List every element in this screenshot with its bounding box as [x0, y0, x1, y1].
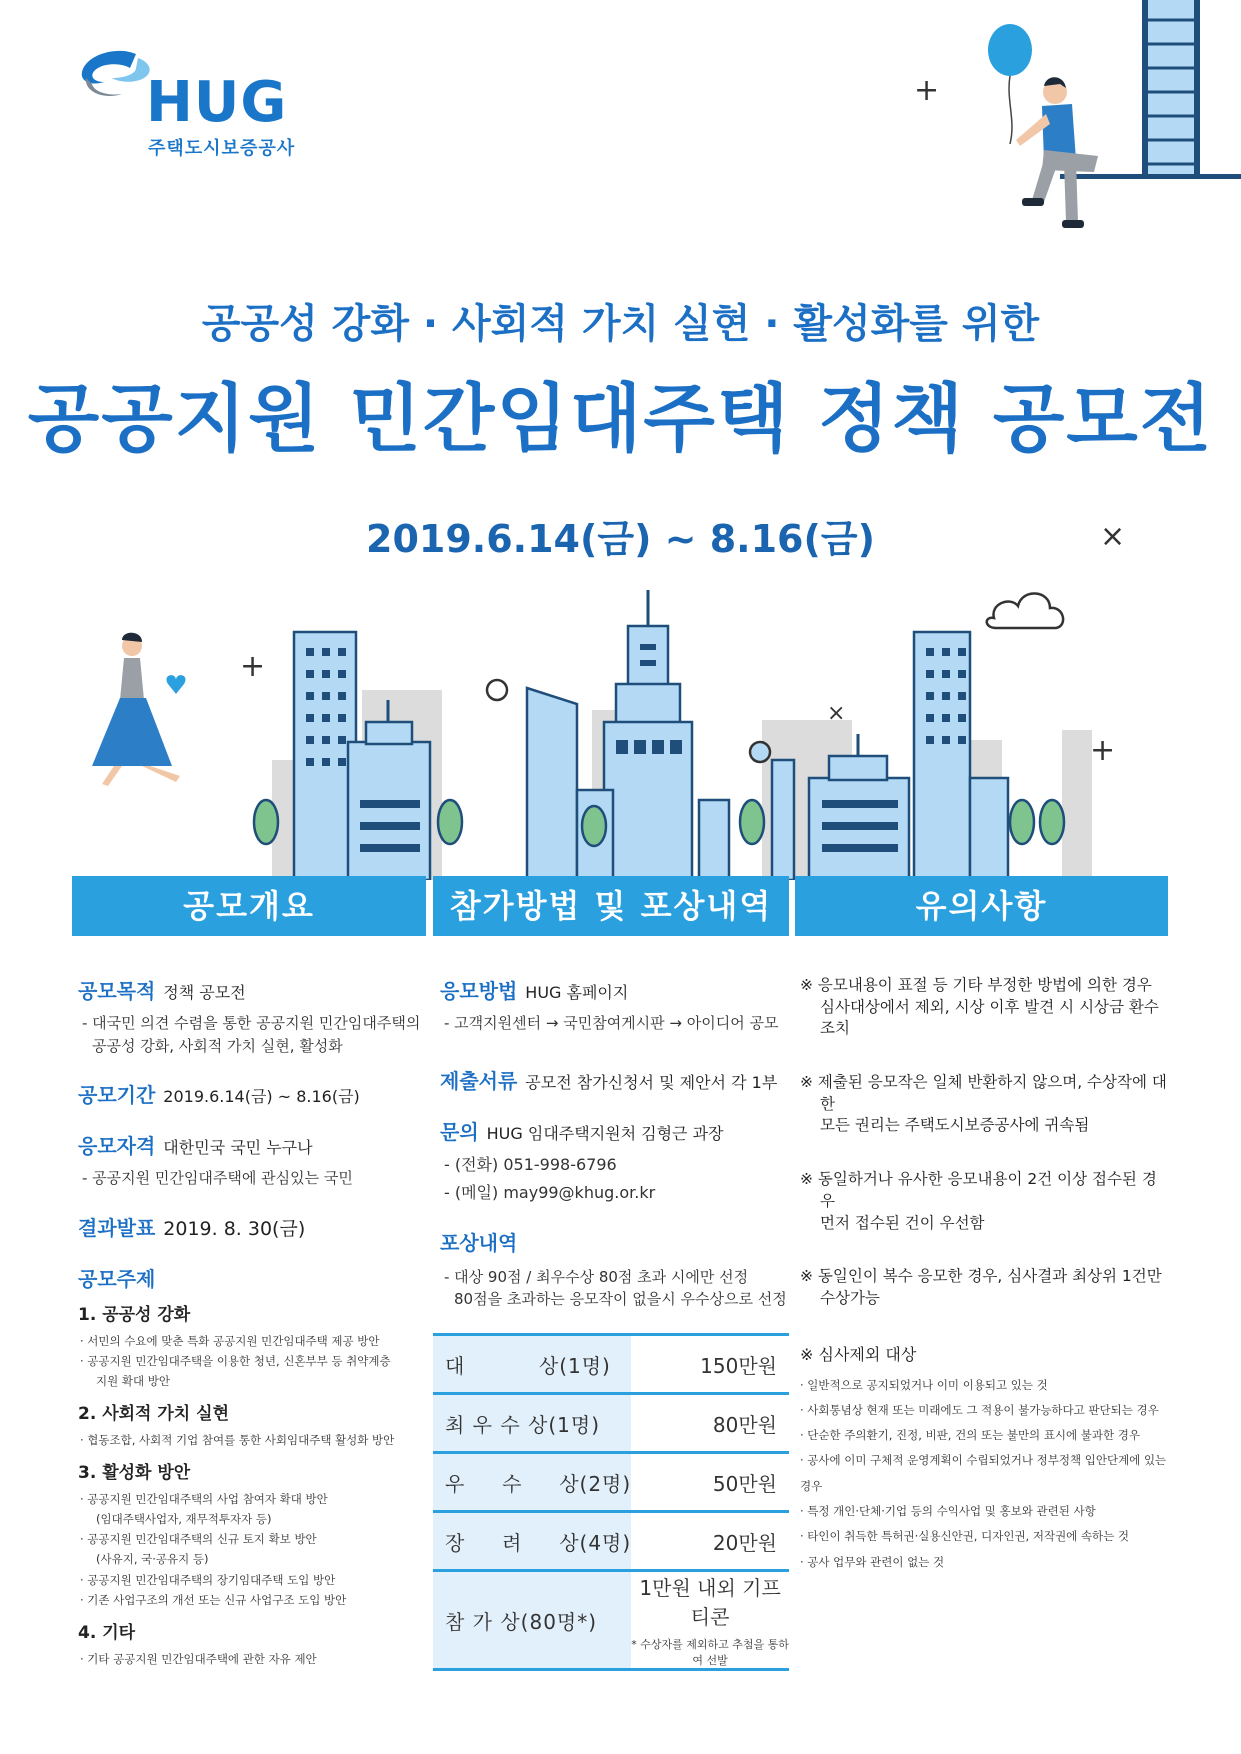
- cross-deco-icon: ×: [1100, 519, 1126, 554]
- balloon-man-illustration: [960, 0, 1241, 240]
- notes-column: [800, 975, 1170, 1575]
- docs-label: 제출서류: [440, 1068, 518, 1093]
- note-item: [800, 1072, 1170, 1137]
- purpose-desc-2: 공공성 강화, 사회적 가치 실현, 활성화: [92, 1036, 343, 1055]
- topic-list: [78, 1300, 428, 1669]
- exclusion-item: · 단순한 주의환기, 진정, 비판, 건의 또는 불만의 표시에 불과한 경우: [800, 1428, 1141, 1443]
- topic-item-line: · 공공지원 민간임대주택의 신규 토지 확보 방안: [80, 1532, 317, 1547]
- plus-deco-icon: +: [914, 73, 940, 108]
- prize-amount-value: 80만원: [712, 1412, 777, 1437]
- poster-title: 공공지원 민간임대주택 정책 공모전: [27, 376, 1214, 462]
- result-block: [78, 1212, 428, 1241]
- prize-row: [433, 1512, 789, 1571]
- contact-phone: - (전화) 051-998-6796: [444, 1154, 617, 1174]
- topic-item-line: · 공공지원 민간임대주택을 이용한 청년, 신혼부부 등 취약계층: [80, 1353, 391, 1368]
- logo-subtitle: 주택도시보증공사: [148, 138, 296, 159]
- apply-label: 응모방법: [440, 979, 518, 1003]
- apply-block: [440, 975, 790, 1035]
- note-line: 모든 권리는 주택도시보증공사에 귀속됨: [820, 1116, 1090, 1135]
- prize-grade: 대 상(1명): [433, 1335, 631, 1394]
- topic-item-line: · 기타 공공지원 민간임대주택에 관한 자유 제안: [80, 1651, 317, 1666]
- topic-item-line: · 공공지원 민간임대주택의 장기임대주택 도입 방안: [80, 1572, 336, 1587]
- note-line: 수상가능: [820, 1288, 880, 1307]
- poster-subtitle: 공공성 강화 · 사회적 가치 실현 · 활성화를 위한: [201, 301, 1040, 347]
- exclusion-item: · 일반적으로 공지되었거나 이미 이용되고 있는 것: [800, 1377, 1048, 1392]
- exclusion-item: · 사회통념상 현재 또는 미래에도 그 적용이 불가능하다고 판단되는 경우: [800, 1402, 1159, 1417]
- topic-item-line: · 서민의 수요에 맞춘 특화 공공지원 민간임대주택 제공 방안: [80, 1333, 380, 1348]
- section-header-overview: 공모개요: [72, 876, 426, 936]
- hug-logo: [78, 48, 318, 158]
- note-line: 먼저 접수된 건이 우선함: [820, 1213, 985, 1232]
- prize-amount-value: 150만원: [700, 1353, 777, 1378]
- note-line: ※ 동일인이 복수 응모한 경우, 심사결과 최상위 1건만: [800, 1267, 1162, 1286]
- period-label: 공모기간: [78, 1083, 156, 1107]
- topic-item: [78, 1529, 428, 1569]
- section-header-notes: 유의사항: [795, 876, 1168, 936]
- topic-label: 공모주제: [78, 1266, 156, 1291]
- qualification-block: [78, 1130, 428, 1190]
- poster-period: 2019.6.14(금) ~ 8.16(금): [366, 517, 875, 561]
- section-header-method: 참가방법 및 포상내역: [433, 876, 789, 936]
- prize-amount: [631, 1453, 789, 1512]
- prize-row: [433, 1571, 789, 1670]
- topic-heading: 4. 기타: [78, 1622, 136, 1643]
- prize-amount-value: 20만원: [712, 1530, 777, 1555]
- note-line: ※ 동일하거나 유사한 응모내용이 2건 이상 접수된 경우: [800, 1170, 1157, 1210]
- topic-item: [78, 1331, 428, 1351]
- note-item: [800, 975, 1170, 1040]
- prize-label: 포상내역: [440, 1230, 518, 1255]
- exclusion-item: · 공사 업무와 관련이 없는 것: [800, 1554, 945, 1569]
- prize-row: [433, 1335, 789, 1394]
- apply-desc: - 고객지원센터 → 국민참여게시판 → 아이디어 공모: [444, 1014, 779, 1032]
- result-label: 결과발표: [78, 1215, 156, 1240]
- note-line: ※ 응모내용이 표절 등 기타 부정한 방법에 의한 경우: [800, 976, 1152, 994]
- topic-item: [78, 1570, 428, 1590]
- topic-item-line: · 기존 사업구조의 개선 또는 신규 사업구조 도입 방안: [80, 1592, 347, 1607]
- qualification-value: 대한민국 국민 누구나: [163, 1138, 313, 1157]
- city-skyline-illustration: [72, 560, 1172, 880]
- topic-item-line: (사유지, 국·공유지 등): [96, 1552, 209, 1567]
- prize-table: [433, 1333, 789, 1671]
- purpose-desc-1: - 대국민 의견 수렴을 통한 공공지원 민간임대주택의: [82, 1014, 421, 1032]
- contact-block: [440, 1116, 790, 1205]
- note-item: [800, 1169, 1170, 1234]
- period-value: 2019.6.14(금) ~ 8.16(금): [163, 1087, 360, 1106]
- method-column: [440, 975, 790, 1311]
- prize-amount: [631, 1571, 789, 1670]
- prize-block: [440, 1227, 790, 1311]
- svg-text:×: ×: [827, 701, 846, 726]
- note-line: ※ 제출된 응모작은 일체 반환하지 않으며, 수상작에 대한: [800, 1073, 1167, 1113]
- topic-item-line: 지원 확대 방안: [96, 1373, 170, 1388]
- exclusion-item: · 타인이 취득한 특허권·실용신안권, 디자인권, 저작권에 속하는 것: [800, 1529, 1130, 1544]
- prize-row: [433, 1453, 789, 1512]
- exclusion-list: [800, 1373, 1170, 1575]
- prize-row: [433, 1394, 789, 1453]
- exclusion-heading: ※ 심사제외 대상: [800, 1344, 917, 1364]
- contact-email[interactable]: - (메일) may99@khug.or.kr: [444, 1182, 656, 1202]
- exclusion-item: · 특정 개인·단체·기업 등의 수익사업 및 홍보와 관련된 사항: [800, 1504, 1096, 1519]
- prize-amount-note: * 수상자를 제외하고 추첨을 통하여 선발: [631, 1638, 789, 1667]
- topic-item: [78, 1590, 428, 1610]
- topic-heading: 1. 공공성 강화: [78, 1304, 191, 1325]
- apply-value: HUG 홈페이지: [525, 983, 629, 1002]
- docs-value: 공모전 참가신청서 및 제안서 각 1부: [525, 1072, 778, 1092]
- svg-text:+: +: [1090, 733, 1116, 768]
- result-value: 2019. 8. 30(금): [163, 1217, 306, 1240]
- prize-grade: 참 가 상(80명*): [433, 1571, 631, 1670]
- qualification-desc: - 공공지원 민간임대주택에 관심있는 국민: [82, 1169, 353, 1187]
- docs-block: [440, 1065, 790, 1094]
- prize-amount: [631, 1512, 789, 1571]
- purpose-value: 정책 공모전: [163, 983, 246, 1002]
- topic-block: [78, 1263, 428, 1669]
- overview-column: [78, 975, 428, 1669]
- topic-item: [78, 1351, 428, 1391]
- notes-list: [800, 975, 1170, 1310]
- contact-value: HUG 임대주택지원처 김형근 과장: [486, 1123, 724, 1143]
- svg-text:+: +: [240, 649, 266, 684]
- prize-desc-1: - 대상 90점 / 최우수상 80점 초과 시에만 선정: [444, 1267, 749, 1286]
- qualification-label: 응모자격: [78, 1134, 156, 1158]
- topic-item-line: (임대주택사업자, 재무적투자자 등): [96, 1512, 272, 1527]
- topic-item: [78, 1489, 428, 1529]
- purpose-label: 공모목적: [78, 979, 156, 1003]
- exclusion-item: · 공사에 이미 구체적 운영계획이 수립되었거나 정부정책 입안단계에 있는 경우: [800, 1453, 1167, 1493]
- contact-label: 문의: [440, 1119, 479, 1144]
- topic-heading: 2. 사회적 가치 실현: [78, 1403, 229, 1424]
- prize-grade: 장 려 상(4명): [433, 1512, 631, 1571]
- topic-item-line: · 공공지원 민간임대주택의 사업 참여자 확대 방안: [80, 1492, 328, 1506]
- prize-desc-2: 80점을 초과하는 응모작이 없을시 우수상으로 선정: [454, 1290, 787, 1308]
- note-item: [800, 1266, 1170, 1309]
- topic-item: [78, 1430, 428, 1450]
- topic-item: [78, 1649, 428, 1669]
- prize-grade: 우 수 상(2명): [433, 1453, 631, 1512]
- prize-amount-value: 1만원 내외 기프티콘: [639, 1576, 781, 1629]
- prize-amount: [631, 1394, 789, 1453]
- prize-amount: [631, 1335, 789, 1394]
- note-line: 심사대상에서 제외, 시상 이후 발견 시 시상금 환수 조치: [820, 997, 1159, 1038]
- prize-amount-value: 50만원: [712, 1471, 777, 1496]
- period-block: [78, 1079, 428, 1108]
- logo-wordmark: HUG: [146, 70, 288, 135]
- topic-item-line: · 협동조합, 사회적 기업 참여를 통한 사회임대주택 활성화 방안: [80, 1432, 395, 1447]
- prize-grade: 최 우 수 상(1명): [433, 1394, 631, 1453]
- purpose-block: [78, 975, 428, 1057]
- topic-heading: 3. 활성화 방안: [78, 1463, 191, 1483]
